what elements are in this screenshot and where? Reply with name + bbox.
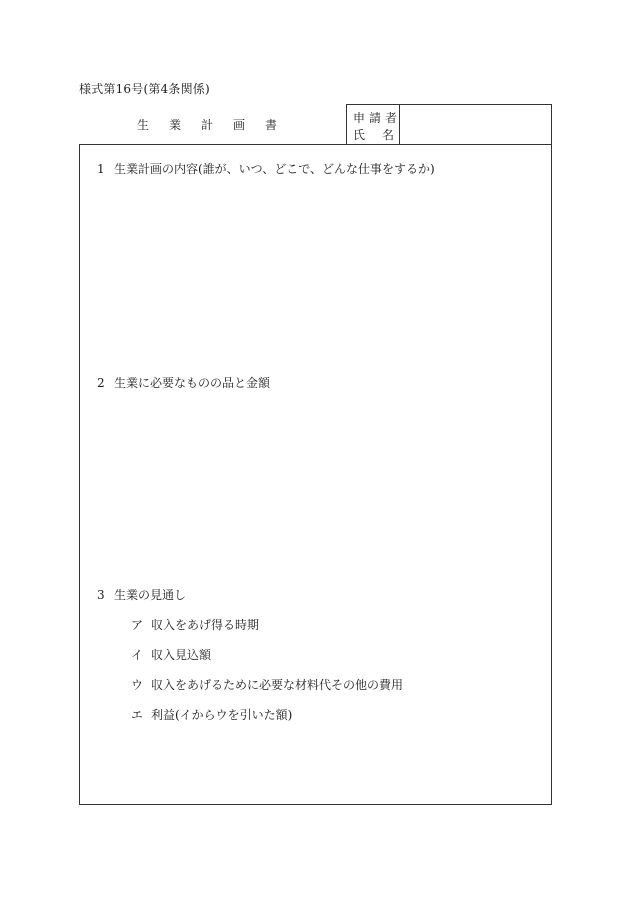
header-row — [79, 104, 552, 144]
applicant-label — [347, 105, 412, 145]
sub-item-e-mark: エ — [131, 708, 144, 722]
sub-item-i-mark: イ — [131, 648, 144, 662]
applicant-box — [346, 104, 552, 144]
section-3-text: 生業の見通し — [114, 588, 187, 602]
sub-item-u-mark: ウ — [131, 678, 144, 692]
sub-item-u — [131, 676, 403, 693]
sub-item-a-text: 収入をあげ得る時期 — [151, 618, 260, 632]
sub-item-i-text: 収入見込額 — [151, 648, 212, 662]
sub-item-a-mark: ア — [131, 618, 144, 632]
applicant-label-line2: 氏名 — [353, 128, 412, 142]
section-2 — [97, 374, 270, 391]
sub-item-i — [131, 646, 211, 663]
section-1-number: 1 — [97, 162, 105, 176]
sub-item-e — [131, 706, 292, 723]
section-2-number: 2 — [97, 376, 105, 390]
sub-item-u-text: 収入をあげるために必要な材料代その他の費用 — [151, 678, 404, 692]
section-1-text: 生業計画の内容(誰が、いつ、どこで、どんな仕事をするか) — [114, 162, 435, 176]
document-title: 生業計画書 — [137, 118, 298, 132]
plan-content-box — [79, 144, 552, 805]
section-1 — [97, 160, 435, 177]
applicant-name-field[interactable] — [401, 105, 551, 145]
applicant-label-line1: 申請者 — [353, 111, 402, 125]
section-3-number: 3 — [97, 588, 105, 602]
section-2-text: 生業に必要なものの品と金額 — [114, 376, 271, 390]
section-3 — [97, 586, 186, 603]
sub-item-e-text: 利益(イからウを引いた額) — [151, 708, 293, 722]
sub-item-a — [131, 616, 259, 633]
form-number: 様式第16号(第4条関係) — [79, 82, 210, 96]
